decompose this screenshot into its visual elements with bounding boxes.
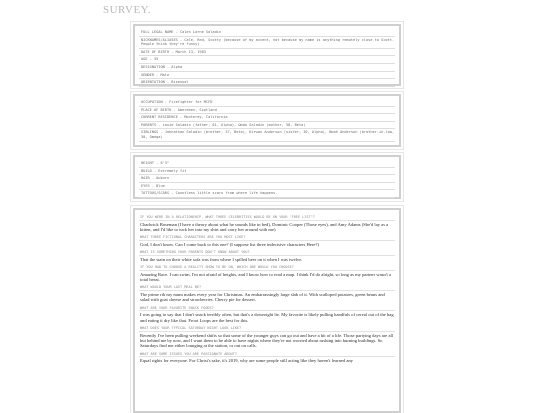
background-field: SIBLINGS - Johnathan Saladin (brother, 37, Beta), Kirwan Anderson (sister, 30, Alpha), Noah Anderson (brother-in-law, 30, Omega) bbox=[139, 129, 395, 141]
appearance-field: HAIR - Auburn bbox=[139, 175, 395, 183]
basics-field: DATE OF BIRTH - March 13, 1983 bbox=[139, 49, 395, 57]
basics-field: AGE - 35 bbox=[139, 56, 395, 64]
answer-text: Equal rights for everyone. For Christ's sake, it's 2019, why are some people still acting like they haven't learned any bbox=[140, 358, 353, 364]
question-label: IF YOU WERE IN A RELATIONSHIP, WHAT THREE CELEBRITIES WOULD BE ON YOUR "FREE LIST"? bbox=[139, 215, 395, 221]
basics-field: DESIGNATION - Alpha bbox=[139, 64, 395, 72]
answer-text: Recently I've been pulling weekend shifts so that some of the younger guys can go out and have a bit of a life. Those partying days are all but behind me by now, and I want them to be able to have nights where they're not worried about rushing into burning buildings. So Saturdays find me either lounging at the station, or out on calls. bbox=[140, 332, 394, 349]
background-panel bbox=[133, 94, 401, 147]
question-label: WHAT ARE YOUR FAVORITE SNACK FOODS? bbox=[139, 306, 395, 312]
question-label: WHAT ARE SOME ISSUES YOU ARE PASSIONATE ABOUT? bbox=[139, 352, 395, 358]
answer-text: I was going to say that I don't snack terribly often, but that's a downright lie. My favorite is likely pulling handfuls of cereal out of the bag and eating it dry like that. Froot Loops are the best for this. bbox=[140, 312, 394, 323]
background-field: OCCUPATION - Firefighter for MCFD bbox=[139, 99, 395, 107]
basics-panel bbox=[133, 24, 401, 86]
question-label: WHAT IS SOMETHING YOUR PARENTS DON'T KNOW ABOUT YOU? bbox=[139, 250, 395, 256]
answer-text: That the stain on their white sofa was from where I spilled beer on it when I was twelve. bbox=[140, 256, 303, 262]
appearance-field: TATTOOS/SCARS - Countless little scars from where life happens. bbox=[139, 190, 395, 198]
answer-text: The prime rib my mum makes every year for Christmas. An embarrassingly large slab of it. With scalloped potatoes, green beans and salad with goat cheese and strawberries. Cherry pie for dessert. bbox=[140, 291, 385, 303]
appearance-panel bbox=[133, 155, 401, 199]
question-label: WHAT WOULD YOUR LAST MEAL BE? bbox=[139, 285, 395, 291]
background-field: PARENTS - Louie Saladin (father, 61, Alpha), Omdo Saladin (mother, 58, Beta) bbox=[139, 122, 395, 130]
answer-text: Chadwick Boseman (I have a theory about what he sounds like in bed), Dominic Cooper (Those eyes), and Amy Adams (She'd lay as a kitten, and I'd like to tuck her into my shirt and carry her around with me) bbox=[140, 221, 389, 232]
question-label: WHAT THREE FICTIONAL CHARACTERS ARE YOU MOST LIKE? bbox=[139, 235, 395, 241]
question-label: IF YOU HAD TO CHOOSE A REALITY SHOW TO BE ON, WHICH ONE WOULD YOU CHOOSE? bbox=[139, 265, 395, 271]
basics-field: ORIENTATION - Bisexual bbox=[139, 79, 395, 87]
answer-text: God, I don't know. Can I come back to this one? (I suppose list three indecisive characters Here?) bbox=[140, 241, 319, 247]
appearance-field: HEIGHT - 6'3" bbox=[139, 160, 395, 168]
appearance-field: BUILD - Extremely fit bbox=[139, 168, 395, 176]
answer-text: Amazing Race. I can swim, I'm not afraid of heights, and I know how to read a map. I think I'd do alright, so long as my partner wasn't a total beast. bbox=[140, 271, 391, 283]
question-label: WHAT DOES YOUR TYPICAL SATURDAY NIGHT LOOK LIKE? bbox=[139, 326, 395, 332]
background-field: PLACE OF BIRTH - Aberdeen, Scotland bbox=[139, 107, 395, 115]
questions-panel bbox=[133, 208, 401, 413]
appearance-field: EYES - Blue bbox=[139, 183, 395, 191]
basics-field: NICKNAMES/ALIASES - Cale, Red, Scotty (because of my accent, not because my name is anything remotely close to Scott. People think they're funny) bbox=[139, 37, 395, 49]
basics-field: GENDER - Male bbox=[139, 72, 395, 80]
basics-field: FULL LEGAL NAME - Calen Lorne Saladin bbox=[139, 29, 395, 37]
background-field: CURRENT RESIDENCE - Monterey, California bbox=[139, 114, 395, 122]
page-title: SURVEY. bbox=[103, 4, 151, 16]
